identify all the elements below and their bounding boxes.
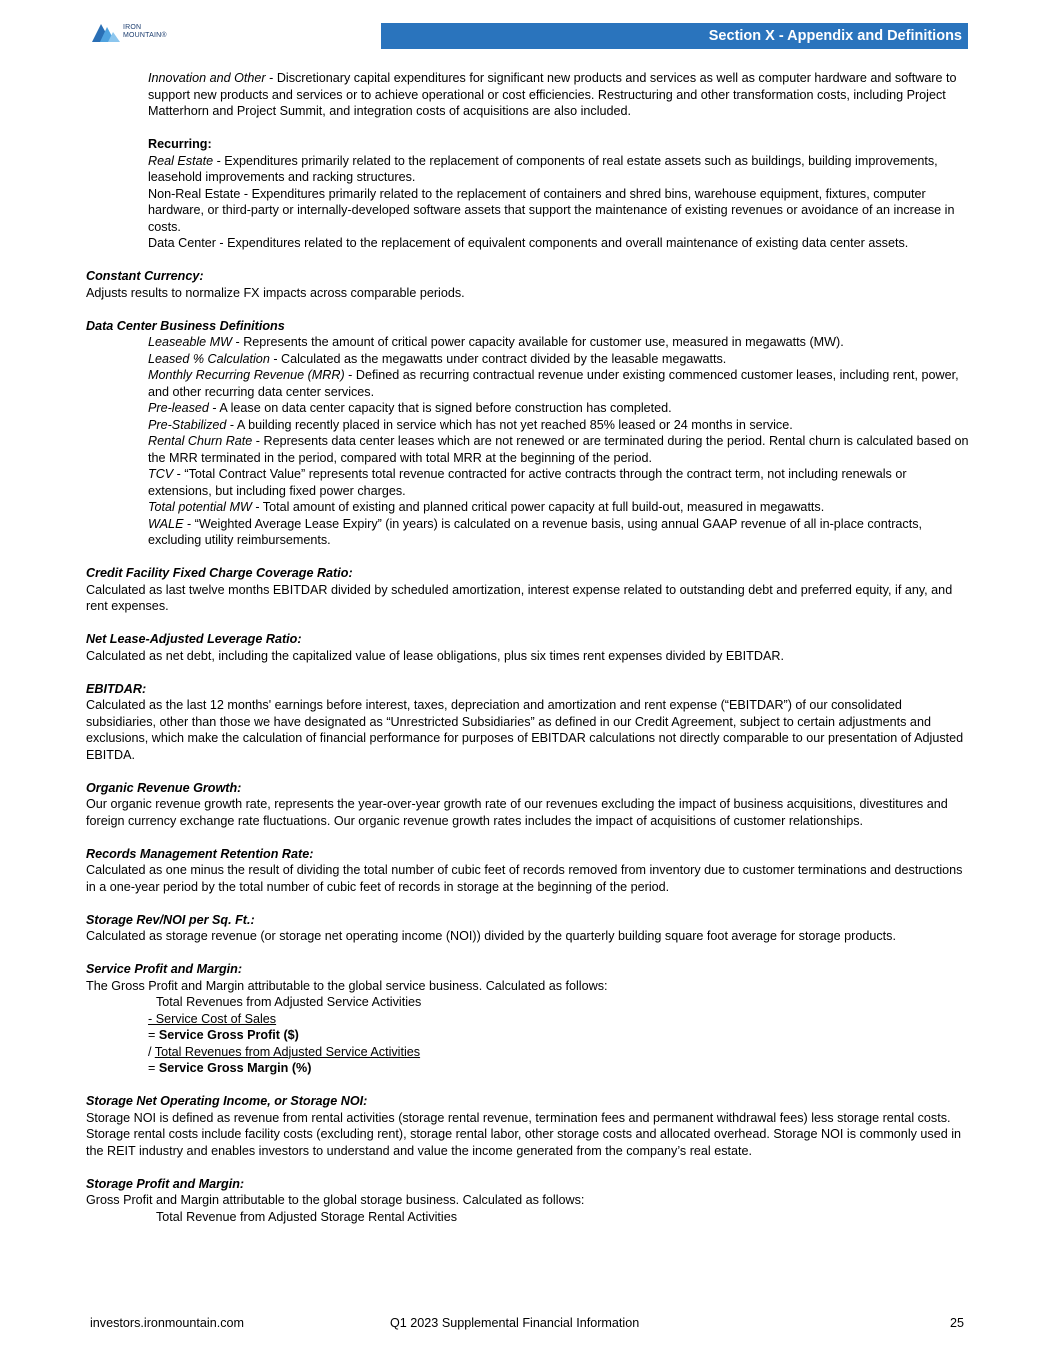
non-real-estate-definition: Non-Real Estate - Expenditures primarily related to the replacement of containers and shred bins, warehouse equipment, fixtures, computer hardware, or third-party or internally-developed software assets that support the maintenance of existing revenues or avoidance of an increase in costs.: [148, 186, 955, 234]
real-estate-text: - Expenditures primarily related to the replacement of components of real estate assets such as buildings, building improvements, leasehold improvements and racking structures.: [148, 153, 938, 184]
definitions-content: [86, 70, 970, 1225]
footer-doc-title: Q1 2023 Supplemental Financial Information: [390, 1316, 640, 1330]
net-lease-heading: Net Lease-Adjusted Leverage Ratio:: [86, 632, 302, 646]
ebitdar-heading: EBITDAR:: [86, 681, 147, 696]
innovation-term: Innovation and Other: [148, 71, 266, 85]
dc-def-wale: [86, 516, 970, 549]
records-retention-text: Calculated as one minus the result of dividing the total number of cubic feet of records removed from inventory due to customer terminations and destructions in a one-year period by the total number of cubic feet of records in storage at the beginning of the period.: [86, 863, 963, 894]
credit-facility-text: Calculated as last twelve months EBITDAR divided by scheduled amortization, interest expense related to outstanding debt and preferred equity, if any, and rent expenses.: [86, 582, 953, 613]
credit-facility-heading: Credit Facility Fixed Charge Coverage Ratio:: [86, 566, 353, 580]
storage-rev-text: Calculated as storage revenue (or storage net operating income (NOI)) divided by the quarterly building square foot average for storage products.: [86, 929, 896, 943]
net-lease-text: Calculated as net debt, including the capitalized value of lease obligations, plus six times rent expenses divided by EBITDAR.: [86, 648, 784, 663]
service-profit-heading: Service Profit and Margin:: [86, 962, 243, 976]
logo-wordmark: [123, 24, 167, 40]
dc-text: - “Weighted Average Lease Expiry” (in years) is calculated on a revenue basis, using annual GAAP revenue of all in-place contracts, excluding utility reimbursements.: [148, 516, 923, 547]
formula-operator: =: [148, 1061, 159, 1075]
service-gross-margin: Service Gross Margin (%): [158, 1061, 312, 1075]
dc-text: - Calculated as the megawatts under contract divided by the leasable megawatts.: [269, 351, 727, 366]
footer-website: investors.ironmountain.com: [90, 1316, 244, 1330]
dc-def-pre-stabilized: [86, 417, 970, 434]
data-center-defs-heading: Data Center Business Definitions: [86, 318, 285, 333]
storage-noi-heading: Storage Net Operating Income, or Storage NOI:: [86, 1094, 368, 1108]
dc-term: Pre-Stabilized: [148, 417, 227, 432]
storage-profit-text: Gross Profit and Margin attributable to the global storage business. Calculated as follows:: [86, 1193, 585, 1207]
dc-def-total-potential-mw: [86, 499, 970, 516]
organic-growth-heading: Organic Revenue Growth:: [86, 780, 242, 795]
service-formula-line-5: [86, 1060, 970, 1077]
section-banner: Section X - Appendix and Definitions: [381, 23, 968, 49]
dc-text: - A lease on data center capacity that is signed before construction has completed.: [208, 401, 672, 415]
recurring-heading: Recurring:: [148, 137, 212, 151]
storage-profit-heading: Storage Profit and Margin:: [86, 1176, 245, 1191]
data-center-recurring-definition: Data Center - Expenditures related to the replacement of equivalent components and overall maintenance of existing data center assets.: [148, 236, 909, 250]
dc-term: Pre-leased: [148, 401, 209, 415]
dc-term: Rental Churn Rate: [148, 434, 253, 448]
storage-rev-heading: Storage Rev/NOI per Sq. Ft.:: [86, 912, 255, 927]
service-cost-of-sales: - Service Cost of Sales: [148, 1011, 277, 1026]
dc-def-leaseable-mw: [86, 334, 970, 351]
constant-currency-heading: Constant Currency:: [86, 269, 204, 283]
dc-def-rental-churn: [86, 433, 970, 466]
dc-text: - Represents the amount of critical power capacity available for customer use, measured in megawatts (MW).: [232, 335, 844, 349]
service-total-revenues: Total Revenues from Adjusted Service Activities: [154, 1044, 421, 1059]
organic-growth-text: Our organic revenue growth rate, represents the year-over-year growth rate of our revenues excluding the impact of business acquisitions, divestitures and foreign currency exchange rate fluctuations. Our organic revenue growth rates includes the impact of acquisitions of customer relationships.: [86, 797, 948, 828]
formula-operator: =: [148, 1028, 159, 1042]
footer-page-number: 25: [950, 1316, 965, 1330]
innovation-text: - Discretionary capital expenditures for significant new products and services as well as computer hardware and software to support new products and services or to achieve operational or cost efficiencies. Restructuring and other transformation costs, including Project Matterhorn and Project Summit, and integration costs of acquisitions are also included.: [148, 71, 957, 118]
service-formula-line-3: [86, 1027, 970, 1044]
formula-operator: /: [148, 1044, 155, 1059]
dc-term: Monthly Recurring Revenue (MRR): [148, 368, 345, 382]
logo-line-2: MOUNTAIN®: [123, 32, 167, 39]
constant-currency-text: Adjusts results to normalize FX impacts across comparable periods.: [86, 285, 465, 300]
dc-term: TCV: [148, 467, 174, 481]
dc-text: - Represents data center leases which are not renewed or are terminated during the period. Rental churn is calculated based on the MRR terminated in the period, compared with total MRR at the beginning of the period.: [148, 434, 969, 465]
mountain-logo-icon: [92, 22, 120, 42]
logo-line-1: IRON: [123, 24, 142, 31]
service-gross-profit: Service Gross Profit ($): [158, 1028, 299, 1042]
ebitdar-text: Calculated as the last 12 months' earnings before interest, taxes, depreciation and amortization and rent expense (“EBITDAR”) of our consolidated subsidiaries, other than those we have designated as “Unrestricted Subsidiaries” as defined in our Credit Agreement, subject to certain adjustments and exclusions, which make the calculation of financial performance for purposes of EBITDAR calculations not directly comparable to our presentation of Adjusted EBITDA.: [86, 698, 964, 762]
dc-term: WALE: [148, 516, 184, 531]
storage-formula-line-1: Total Revenue from Adjusted Storage Rental Activities: [156, 1209, 458, 1224]
dc-def-mrr: [86, 367, 970, 400]
dc-text: - “Total Contract Value” represents total revenue contracted for active contracts through the contract term, not including renewals or extensions, but including fixed power charges.: [148, 467, 907, 498]
iron-mountain-logo: [92, 22, 167, 42]
service-formula-line-2: [86, 1011, 970, 1028]
real-estate-term: Real Estate: [148, 153, 214, 168]
dc-def-tcv: [86, 466, 970, 499]
service-formula-line-4: [86, 1044, 970, 1061]
records-retention-heading: Records Management Retention Rate:: [86, 846, 314, 861]
dc-term: Leased % Calculation: [148, 351, 270, 366]
service-profit-text: The Gross Profit and Margin attributable to the global service business. Calculated as follows:: [86, 978, 608, 993]
dc-text: - Total amount of existing and planned critical power capacity at full build-out, measured in megawatts.: [251, 500, 825, 514]
innovation-definition: [86, 70, 970, 120]
service-formula-line-1: Total Revenues from Adjusted Service Activities: [156, 995, 422, 1009]
dc-def-leased-pct: [86, 351, 970, 368]
dc-text: - Defined as recurring contractual revenue under existing commenced customer leases, including rent, power, and other recurring data center services.: [148, 368, 959, 399]
dc-term: Leaseable MW: [148, 335, 232, 349]
storage-noi-text: Storage NOI is defined as revenue from rental activities (storage rental revenue, termination fees and permanent withdrawal fees) less storage rental costs. Storage rental costs include facility costs (excluding rent), storage rental labor, other storage costs and allocated overhead. Storage NOI is commonly used in the REIT industry and enables investors to understand and value the income generated from the company’s real estate.: [86, 1110, 962, 1158]
dc-term: Total potential MW: [148, 500, 252, 514]
real-estate-definition: [86, 153, 970, 186]
dc-text: - A building recently placed in service which has not yet reached 85% leased or 24 months in service.: [226, 417, 793, 432]
dc-def-pre-leased: [86, 400, 970, 417]
